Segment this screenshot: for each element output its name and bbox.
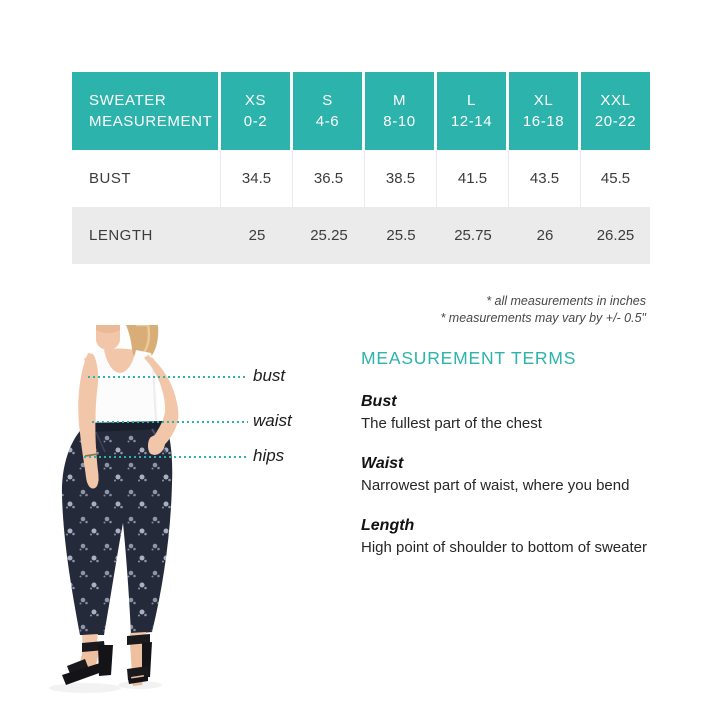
- size-name: XS: [244, 91, 267, 109]
- size-range: 8-10: [383, 113, 416, 130]
- size-name: S: [322, 91, 333, 109]
- bust-measurement-line: [88, 376, 248, 378]
- length-value-m: 25.5: [386, 227, 416, 244]
- sizing-notes: [440, 293, 646, 327]
- term-definition: High point of shoulder to bottom of sweater: [361, 539, 647, 556]
- header-cell-sweater-measurement: [72, 72, 218, 150]
- bust-value-xs: 34.5: [221, 150, 293, 207]
- term-waist: [361, 455, 681, 495]
- bust-value-s: 36.5: [293, 150, 365, 207]
- size-range: 4-6: [315, 113, 340, 130]
- size-chart-table: [72, 72, 650, 264]
- header-label-line2: MEASUREMENT: [89, 113, 213, 130]
- note-variance: * measurements may vary by +/- 0.5": [440, 311, 646, 325]
- size-range: 12-14: [450, 113, 493, 130]
- header-cell-xl: [509, 72, 578, 150]
- header-cell-s: [293, 72, 362, 150]
- header-cell-l: [437, 72, 506, 150]
- length-row: [72, 207, 650, 264]
- term-definition: Narrowest part of waist, where you bend: [361, 477, 630, 494]
- bust-value-xxl: 45.5: [600, 170, 631, 187]
- length-value-xl: 26: [536, 227, 554, 244]
- bust-value-l: 41.5: [437, 150, 509, 207]
- model-photo: [30, 325, 280, 700]
- bust-value-xl: 43.5: [509, 150, 581, 207]
- waist-label: waist: [253, 411, 292, 430]
- size-range: 16-18: [522, 113, 565, 130]
- header-cell-xxl: [581, 72, 650, 150]
- length-value-l: 25.75: [454, 227, 492, 244]
- term-length: [361, 517, 681, 557]
- term-name: Bust: [361, 393, 397, 410]
- term-name: Waist: [361, 455, 404, 472]
- size-name: L: [467, 91, 476, 109]
- length-value-s: 25.25: [310, 227, 348, 244]
- row-label: BUST: [72, 150, 221, 207]
- term-name: Length: [361, 517, 415, 534]
- size-range: 20-22: [594, 113, 637, 130]
- header-cell-m: [365, 72, 434, 150]
- size-range: 0-2: [243, 113, 268, 130]
- term-bust: [361, 393, 681, 433]
- terms-title: MEASUREMENT TERMS: [361, 348, 577, 368]
- term-definition: The fullest part of the chest: [361, 415, 542, 432]
- waist-measurement-line: [92, 421, 248, 423]
- model-left-shoe: [62, 641, 113, 685]
- model-right-shoe: [127, 634, 152, 686]
- hips-measurement-line: [84, 456, 248, 458]
- length-value-xxl: 26.25: [596, 227, 635, 244]
- header-label-line1: SWEATER: [89, 91, 167, 109]
- note-inches: * all measurements in inches: [486, 294, 646, 308]
- size-name: XL: [533, 91, 554, 109]
- size-name: M: [392, 91, 407, 109]
- bust-row: [72, 150, 650, 207]
- size-name: XXL: [600, 91, 631, 109]
- measurement-terms-section: [361, 348, 681, 579]
- table-header-row: [72, 72, 650, 150]
- length-value-xs: 25: [248, 227, 266, 244]
- hips-label: hips: [253, 446, 285, 465]
- bust-value-m: 38.5: [365, 150, 437, 207]
- header-cell-xs: [221, 72, 290, 150]
- bust-label: bust: [253, 366, 286, 385]
- row-label: LENGTH: [89, 227, 153, 244]
